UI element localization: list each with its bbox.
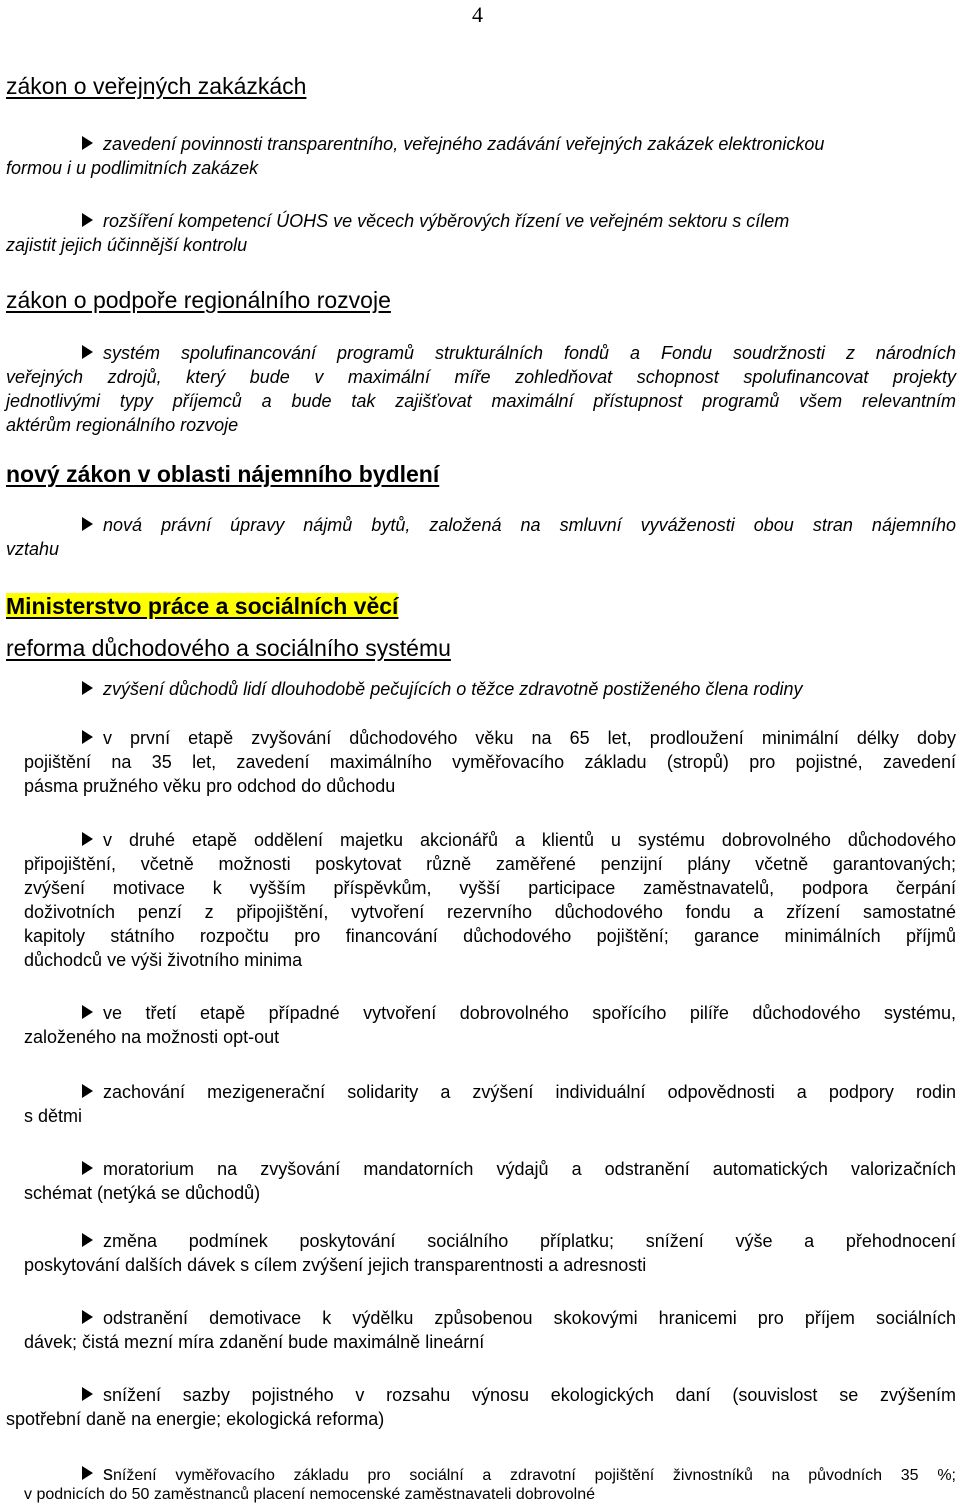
heading-reforma-duchodoveho-systemu: reforma důchodového a sociálního systému <box>6 635 451 661</box>
triangle-bullet-icon <box>82 345 93 359</box>
reform-item-4-line-2: založeného na možnosti opt-out <box>24 1027 280 1047</box>
reform-item-3-line-3: zvýšení motivace k vyšším příspěvkům, vyšší participace zaměstnavatelů, podpora čerpání <box>24 878 956 898</box>
bullet-item-2-line-2: zajistit jejich účinnější kontrolu <box>6 235 248 255</box>
bullet-item-3-line-1: systém spolufinancování programů strukturálních fondů a Fondu soudržnosti z národních <box>82 341 956 365</box>
reform-item-3-line-4: doživotních penzí z připojištění, vytvoření rezervního důchodového fondu a zřízení samostatné <box>24 902 956 922</box>
reform-item-1: zvýšení důchodů lidí dlouhodobě pečujících o těžce zdravotně postiženého člena rodiny <box>82 677 802 701</box>
triangle-bullet-icon <box>82 730 93 744</box>
triangle-bullet-icon <box>82 1161 93 1175</box>
triangle-bullet-icon <box>82 1084 93 1098</box>
bullet-item-2-line-1: rozšíření kompetencí ÚOHS ve věcech výběrových řízení ve veřejném sektoru s cílem <box>82 209 789 233</box>
bullet-item-4-line-1: nová právní úpravy nájmů bytů, založená na smluvní vyváženosti obou stran nájemního <box>82 513 956 537</box>
bullet-item-1-line-1: zavedení povinnosti transparentního, veřejného zadávání veřejných zakázek elektronickou <box>82 132 956 156</box>
highlighted-ministry-name: Ministerstvo práce a sociálních věcí <box>6 593 399 619</box>
reform-item-5-line-1: zachování mezigenerační solidarity a zvýšení individuální odpovědnosti a podpory rodin <box>82 1080 956 1104</box>
bullet-item-1-line-2: formou i u podlimitních zakázek <box>6 158 259 178</box>
reform-item-6-line-2: schémat (netýká se důchodů) <box>24 1183 261 1203</box>
reform-item-9-line-1: snížení sazby pojistného v rozsahu výnosu ekologických daní (souvislost se zvýšením <box>82 1383 956 1407</box>
reform-item-6-line-1: moratorium na zvyšování mandatorních výdajů a odstranění automatických valorizačních <box>82 1157 956 1181</box>
heading-novy-zakon-najemni-bydleni: nový zákon v oblasti nájemního bydlení <box>6 461 440 487</box>
bullet-item-3-line-4: aktérům regionálního rozvoje <box>6 415 239 435</box>
reform-item-8-line-2: dávek; čistá mezní míra zdanění bude maximálně lineární <box>24 1332 485 1352</box>
reform-item-3-line-1: v druhé etapě oddělení majetku akcionářů a klientů u systému dobrovolného důchodového <box>82 828 956 852</box>
reform-item-10-line-1: snížení vyměřovacího základu pro sociální a zdravotní pojištění živnostníků na původních 35 %; <box>82 1462 956 1488</box>
reform-item-4-line-1: ve třetí etapě případné vytvoření dobrovolného spořícího pilíře důchodového systému, <box>82 1001 956 1025</box>
reform-item-5-line-2: s dětmi <box>24 1106 83 1126</box>
triangle-bullet-icon <box>82 136 93 150</box>
triangle-bullet-icon <box>82 1466 93 1480</box>
reform-item-3-line-2: připojištění, včetně možnosti poskytovat různě zaměřené penzijní plány včetně garantovaných; <box>24 854 956 874</box>
bullet-item-3-line-2: veřejných zdrojů, který bude v maximální míře zohledňovat schopnost spolufinancovat projekty <box>6 367 956 387</box>
reform-item-7-line-2: poskytování dalších dávek s cílem zvýšení jejich transparentnosti a adresnosti <box>24 1255 647 1275</box>
heading-zakon-o-verejnych-zakazkach: zákon o veřejných zakázkách <box>6 73 307 99</box>
triangle-bullet-icon <box>82 832 93 846</box>
triangle-bullet-icon <box>82 1310 93 1324</box>
bullet-item-3-line-3: jednotlivými typy příjemců a bude tak zajišťovat maximální přístupnost programů všem relevantním <box>6 391 956 411</box>
reform-item-10-line-2: v podnicích do 50 zaměstnanců placení nemocenské zaměstnavateli dobrovolné <box>24 1486 596 1503</box>
heading-zakon-o-podpore-regionalniho-rozvoje: zákon o podpoře regionálního rozvoje <box>6 287 391 313</box>
triangle-bullet-icon <box>82 1387 93 1401</box>
reform-item-3-line-6: důchodců ve výši životního minima <box>24 950 303 970</box>
reform-item-9-line-2: spotřební daně na energie; ekologická reforma) <box>6 1409 385 1429</box>
triangle-bullet-icon <box>82 1233 93 1247</box>
page-number: 4 <box>472 2 483 27</box>
reform-item-8-line-1: odstranění demotivace k výdělku způsobenou skokovými hranicemi pro příjem sociálních <box>82 1306 956 1330</box>
triangle-bullet-icon <box>82 213 93 227</box>
triangle-bullet-icon <box>82 1005 93 1019</box>
triangle-bullet-icon <box>82 517 93 531</box>
reform-item-2-line-3: pásma pružného věku pro odchod do důchodu <box>24 776 396 796</box>
heading-ministerstvo-prace <box>6 592 398 620</box>
reform-item-2-line-2: pojištění na 35 let, zavedení maximálního vyměřovacího základu (stropů) pro pojistné, zavedení <box>24 752 956 772</box>
reform-item-2-line-1: v první etapě zvyšování důchodového věku na 65 let, prodloužení minimální délky doby <box>82 726 956 750</box>
reform-item-7-line-1: změna podmínek poskytování sociálního příplatku; snížení výše a přehodnocení <box>82 1229 956 1253</box>
triangle-bullet-icon <box>82 681 93 695</box>
reform-item-3-line-5: kapitoly státního rozpočtu pro financování důchodového pojištění; garance minimálních příjmů <box>24 926 956 946</box>
bullet-item-4-line-2: vztahu <box>6 539 60 559</box>
